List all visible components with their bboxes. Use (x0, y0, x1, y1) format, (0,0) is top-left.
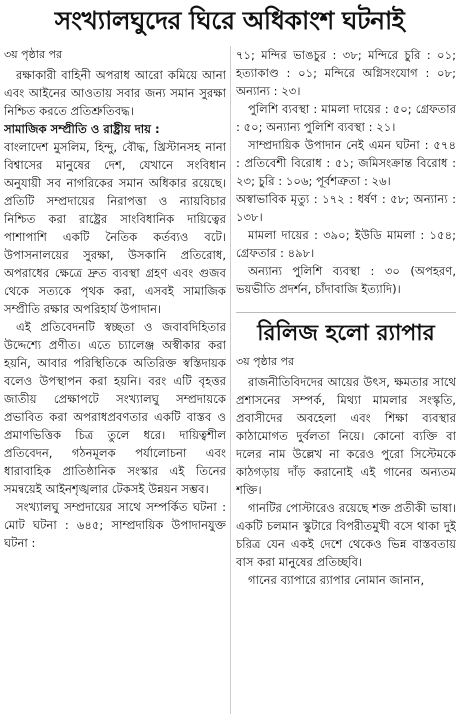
article-paragraph-2: বাংলাদেশ মুসলিম, হিন্দু, বৌদ্ধ, খ্রিস্টানসহ নানা বিশ্বাসের মানুষের দেশ, যেখানে সংবিধান অনুযায়ী সব নাগরিকের সমান অধিকার রয়েছে। প্রতিটি সম্প্রদায়ের নিরাপত্তা ও ন্যায়বিচার নিশ্চিত করা রাষ্ট্রের সাংবিধানিক দায়িত্বের পাশাপাশি একটি নৈতিক কর্তব্যও বটে। উপাসনালয়ের সুরক্ষা, উসকানি প্রতিরোধ, অপরাধের ক্ষেত্রে দ্রুত ব্যবস্থা গ্রহণ এবং গুজব থেকে সত্যকে পৃথক করা, এসবই সামাজিক সম্প্রীতি রক্ষার অপরিহার্য উপাদান। (4, 140, 226, 316)
stat-item: সাম্প্রদায়িক উপাদান নেই এমন ঘটনা : ৫৭৪ : প্রতিবেশী বিরোধ : ৫১; জমিসংক্রান্ত বিরোধ : ২৩; চুরি : ১০৬; পূর্বশত্রুতা : ২৬। (236, 138, 456, 188)
article-paragraph-4: সংখ্যালঘু সম্প্রদায়ের সাথে সম্পর্কিত ঘটনা : মোট ঘটনা : ৬৪৫; সাম্প্রদায়িক উপাদানযুক্ত ঘটনা : (4, 500, 226, 550)
stat-item: মামলা দায়ের : ৩৯০; ইউডি মামলা : ১৫৪; গ্রেফতার : ৪৯৮। (236, 228, 456, 260)
left-column (4, 46, 226, 714)
headline: সংখ্যালঘুদের ঘিরে অধিকাংশ ঘটনাই (54, 5, 405, 35)
right-column (236, 46, 456, 714)
stat-item: অন্যান্য পুলিশি ব্যবস্থা : ৩০ (অপহরণ, ভয়ভীতি প্রদর্শন, চাঁদাবাজি ইত্যাদি)। (236, 264, 456, 296)
statistics-list (236, 46, 456, 298)
stat-item: পুলিশি ব্যবস্থা : মামলা দায়ের : ৫০; গ্রেফতার : ৫০; অন্যান্য পুলিশি ব্যবস্থা : ২১। (236, 102, 456, 134)
second-article-paragraph-1: রাজনীতিবিদদের আয়ের উৎস, ক্ষমতার সাথে প্রশাসনের সম্পর্ক, মিথ্যা মামলার সংস্কৃতি, প্রবাসীদের অবহেলা এবং শিক্ষা ব্যবস্থার কাঠামোগত দুর্বলতা নিয়ে। কোনো ব্যক্তি বা দলের নাম উল্লেখ না করেও পুরো সিস্টেমকে কাঠগড়ায় দাঁড় করানোই এই গানের অন্যতম শক্তি। (236, 375, 456, 497)
second-article-paragraph-3: গানের ব্যাপারে র‌্যাপার নোমান জানান, (248, 573, 425, 587)
continued-marker-2: ৩য় পৃষ্ঠার পর (236, 355, 295, 368)
column-divider (230, 46, 231, 714)
second-headline: রিলিজ হলো র‌্যাপার (236, 312, 456, 349)
section-subhead: সামাজিক সম্প্রীতি ও রাষ্ট্রীয় দায় : (4, 122, 160, 136)
article-paragraph-3: এই প্রতিবেদনটি স্বচ্ছতা ও জবাবদিহিতার উদ্দেশ্যে প্রণীত। এতে চ্যালেঞ্জ অস্বীকার করা হয়নি, আবার পরিস্থিতিকে অতিরিক্ত স্বস্তিদায়ক বলেও উপস্থাপন করা হয়নি। বরং এটি বৃহত্তর জাতীয় প্রেক্ষাপটে সংখ্যালঘু সম্প্রদায়কে প্রভাবিত করা অপরাধপ্রবণতার একটি বাস্তব ও প্রমাণভিত্তিক চিত্র তুলে ধরে। দায়িত্বশীল প্রতিবেদন, গঠনমূলক পর্যালোচনা এবং ধারাবাহিক প্রাতিষ্ঠানিক সংস্কার এই তিনের সমন্বয়েই আইনশৃঙ্খলার টেকসই উন্নয়ন সম্ভব। (4, 320, 226, 496)
continued-marker: ৩য় পৃষ্ঠার পর (4, 48, 63, 61)
article-paragraph-1: রক্ষাকারী বাহিনী অপরাধ আরো কমিয়ে আনা এবং আইনের আওতায় সবার জন্য সমান সুরক্ষা নিশ্চিত করতে প্রতিশ্রুতিবদ্ধ। (4, 68, 226, 118)
article-section (4, 120, 226, 138)
stat-item: ৭১; মন্দির ভাঙচুর : ৩৮; মন্দিরে চুরি : ০১; হত্যাকাণ্ড : ০১; মন্দিরে অগ্নিসংযোগ : ০৮; অন্যান্য : ২৩। (236, 48, 456, 98)
stat-item: অস্বাভাবিক মৃত্যু : ১৭২ : ধর্ষণ : ৫৮; অন্যান্য : ১৩৮। (236, 192, 456, 224)
second-article-paragraph-2: গানটির পোস্টারেও রয়েছে শক্ত প্রতীকী ভাষা। একটি চলমান স্কুটারে বিপরীতমুখী বসে থাকা দুই চরিত্র যেন একই দেশে থেকেও ভিন্ন বাস্তবতায় বাস করা মানুষের প্রতিচ্ছবি। (236, 501, 456, 569)
